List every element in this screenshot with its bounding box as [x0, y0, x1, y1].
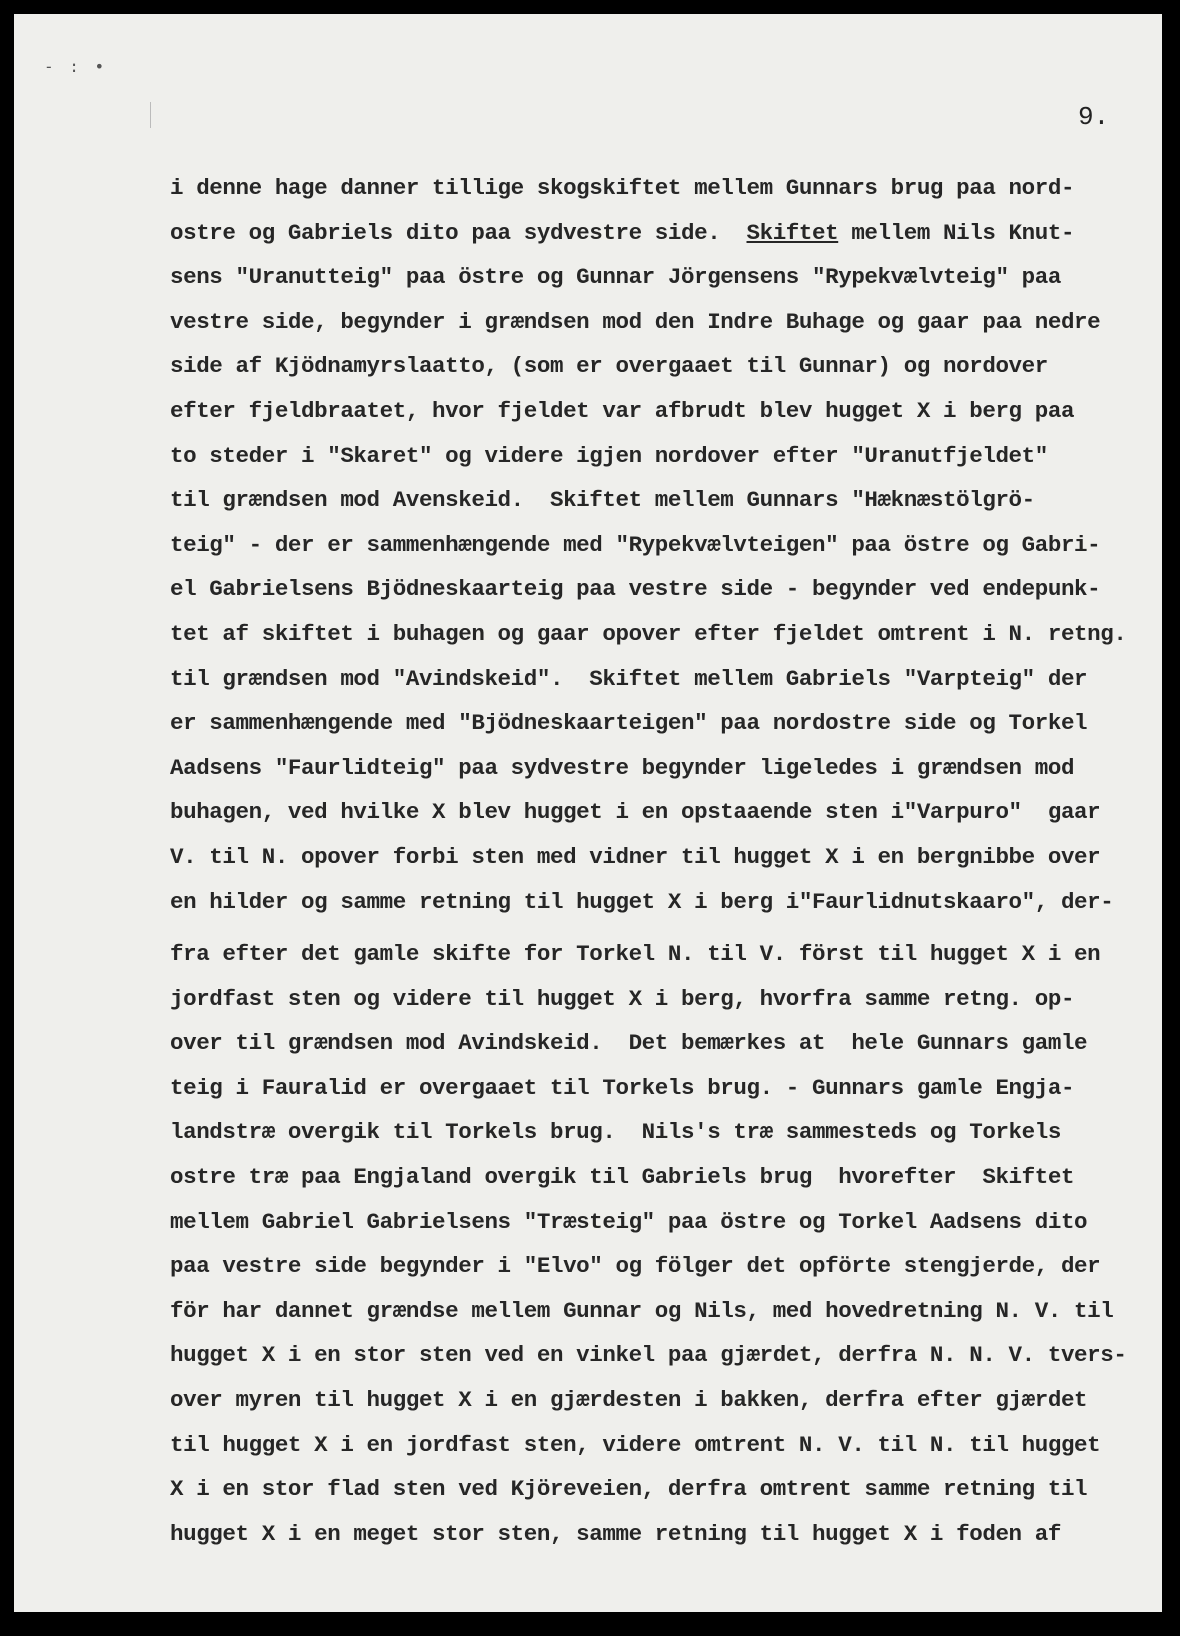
text-line: buhagen, ved hvilke X blev hugget i en opstaaende sten i"Varpuro" gaar: [170, 799, 1101, 826]
text-line: V. til N. opover forbi sten med vidner til hugget X i en bergnibbe over: [170, 843, 1101, 870]
text-line: sens "Uranutteig" paa östre og Gunnar Jörgensens "Rypekvælvteig" paa: [170, 264, 1061, 291]
document-page: [14, 14, 1162, 1612]
text-line: efter fjeldbraatet, hvor fjeldet var afbrudt blev hugget X i berg paa: [170, 397, 1075, 424]
body-text: [170, 166, 1140, 1556]
text-line: för har dannet grændse mellem Gunnar og Nils, med hovedretning N. V. til: [170, 1297, 1114, 1324]
text-line: en hilder og samme retning til hugget X i berg i"Faurlidnutskaaro", der-: [170, 888, 1114, 915]
text-line: hugget X i en meget stor sten, samme retning til hugget X i foden af: [170, 1520, 1061, 1547]
text-line: paa vestre side begynder i "Elvo" og fölger det opförte stengjerde, der: [170, 1253, 1101, 1280]
text-line: jordfast sten og videre til hugget X i berg, hvorfra samme retng. op-: [170, 985, 1075, 1012]
text-line: til grændsen mod "Avindskeid". Skiftet mellem Gabriels "Varpteig" der: [170, 665, 1088, 692]
text-line: to steder i "Skaret" og videre igjen nordover efter "Uranutfjeldet": [170, 442, 1048, 469]
text-line: teig" - der er sammenhængende med "Rypekvælvteigen" paa östre og Gabri-: [170, 531, 1101, 558]
text-line: fra efter det gamle skifte for Torkel N. til V. först til hugget X i en: [170, 941, 1101, 968]
text-line: el Gabrielsens Bjödneskaarteig paa vestre side - begynder ved endepunk-: [170, 576, 1101, 603]
text-line: teig i Fauralid er overgaaet til Torkels brug. - Gunnars gamle Engja-: [170, 1074, 1075, 1101]
text-line: ostre træ paa Engjaland overgik til Gabriels brug hvorefter Skiftet: [170, 1164, 1075, 1191]
text-line: hugget X i en stor sten ved en vinkel paa gjærdet, derfra N. N. V. tvers-: [170, 1342, 1127, 1369]
corner-marks: - : •: [44, 57, 108, 76]
text-line: over til grændsen mod Avindskeid. Det bemærkes at hele Gunnars gamle: [170, 1030, 1088, 1057]
text-line: vestre side, begynder i grændsen mod den Indre Buhage og gaar paa nedre: [170, 308, 1101, 335]
text-line: over myren til hugget X i en gjærdesten i bakken, derfra efter gjærdet: [170, 1387, 1088, 1414]
text-line: til grændsen mod Avenskeid. Skiftet mellem Gunnars "Hæknæstölgrö-: [170, 487, 1035, 514]
underlined-word: Skiftet: [746, 219, 839, 246]
text-line: ostre og Gabriels dito paa sydvestre side. Skiftet mellem Nils Knut-: [170, 219, 1075, 246]
text-line: landstræ overgik til Torkels brug. Nils's træ sammesteds og Torkels: [170, 1119, 1061, 1146]
text-line: side af Kjödnamyrslaatto, (som er overgaaet til Gunnar) og nordover: [170, 353, 1048, 380]
text-line: er sammenhængende med "Bjödneskaarteigen" paa nordostre side og Torkel: [170, 710, 1088, 737]
text-line: tet af skiftet i buhagen og gaar opover efter fjeldet omtrent i N. retng.: [170, 620, 1127, 647]
text-line: til hugget X i en jordfast sten, videre omtrent N. V. til N. til hugget: [170, 1431, 1101, 1458]
text-line: mellem Gabriel Gabrielsens "Træsteig" paa östre og Torkel Aadsens dito: [170, 1208, 1088, 1235]
text-line: i denne hage danner tillige skogskiftet mellem Gunnars brug paa nord-: [170, 175, 1075, 201]
margin-tick: [150, 102, 151, 128]
page-number: 9.: [1078, 102, 1110, 132]
text-line: X i en stor flad sten ved Kjöreveien, derfra omtrent samme retning til: [170, 1476, 1088, 1503]
text-line: Aadsens "Faurlidteig" paa sydvestre begynder ligeledes i grændsen mod: [170, 754, 1075, 781]
